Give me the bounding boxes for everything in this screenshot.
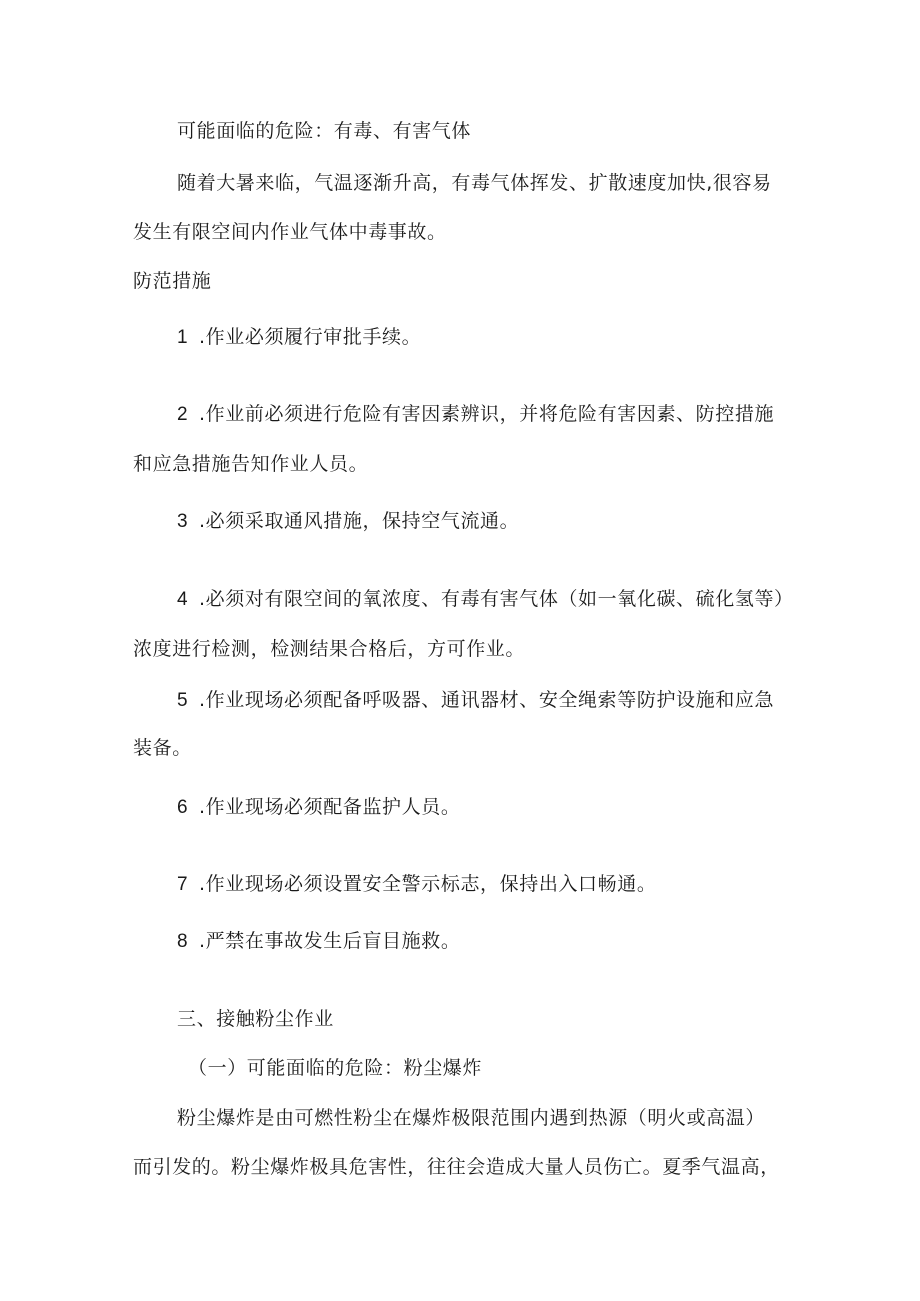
measure-text: .作业现场必须配备监护人员。	[199, 796, 461, 818]
measure-item-7	[177, 872, 656, 897]
measure-number: 6	[177, 797, 189, 818]
measure-item-3	[177, 509, 519, 534]
measure-text: .严禁在事故发生后盲目施救。	[199, 930, 461, 952]
measure-text: .作业现场必须配备呼吸器、通讯器材、安全绳索等防护设施和应急	[199, 689, 775, 711]
measure-item-5-continued: 装备。	[133, 737, 192, 759]
measure-item-4	[177, 587, 794, 612]
measure-text: .必须对有限空间的氧浓度、有毒有害气体（如一氧化碳、硫化氢等）	[199, 588, 794, 610]
measure-text: .作业必须履行审批手续。	[199, 326, 422, 348]
danger-text-line-1: 随着大暑来临，气温逐渐升高，有毒气体挥发、扩散速度加快,很容易	[177, 172, 772, 194]
measure-text: .必须采取通风措施，保持空气流通。	[199, 510, 520, 532]
measure-item-1	[177, 325, 421, 350]
danger-text-line-2: 发生有限空间内作业气体中毒事故。	[133, 221, 447, 243]
measure-item-4-continued: 浓度进行检测，检测结果合格后，方可作业。	[133, 638, 526, 660]
measure-item-2-continued: 和应急措施告知作业人员。	[133, 453, 369, 475]
section-3-subheading: （一）可能面临的危险：粉尘爆炸	[188, 1057, 483, 1079]
measure-number: 4	[177, 589, 189, 610]
danger-heading: 可能面临的危险：有毒、有害气体	[177, 120, 472, 142]
measure-item-6	[177, 795, 460, 820]
measure-item-5	[177, 688, 774, 713]
dust-text-line-1: 粉尘爆炸是由可燃性粉尘在爆炸极限范围内遇到热源（明火或高温）	[177, 1107, 766, 1129]
measure-number: 3	[177, 511, 189, 532]
measure-text: .作业前必须进行危险有害因素辨识，并将危险有害因素、防控措施	[199, 403, 775, 425]
measure-number: 2	[177, 404, 189, 425]
measure-number: 5	[177, 690, 189, 711]
measures-heading: 防范措施	[133, 270, 212, 292]
measure-item-2	[177, 402, 774, 427]
measure-item-8	[177, 929, 460, 954]
measure-number: 1	[177, 327, 189, 348]
dust-text-line-2: 而引发的。粉尘爆炸极具危害性，往往会造成大量人员伤亡。夏季气温高，	[133, 1156, 780, 1178]
section-3-heading: 三、接触粉尘作业	[177, 1008, 334, 1030]
measure-number: 8	[177, 931, 189, 952]
measure-number: 7	[177, 874, 189, 895]
measure-text: .作业现场必须设置安全警示标志，保持出入口畅通。	[199, 873, 657, 895]
